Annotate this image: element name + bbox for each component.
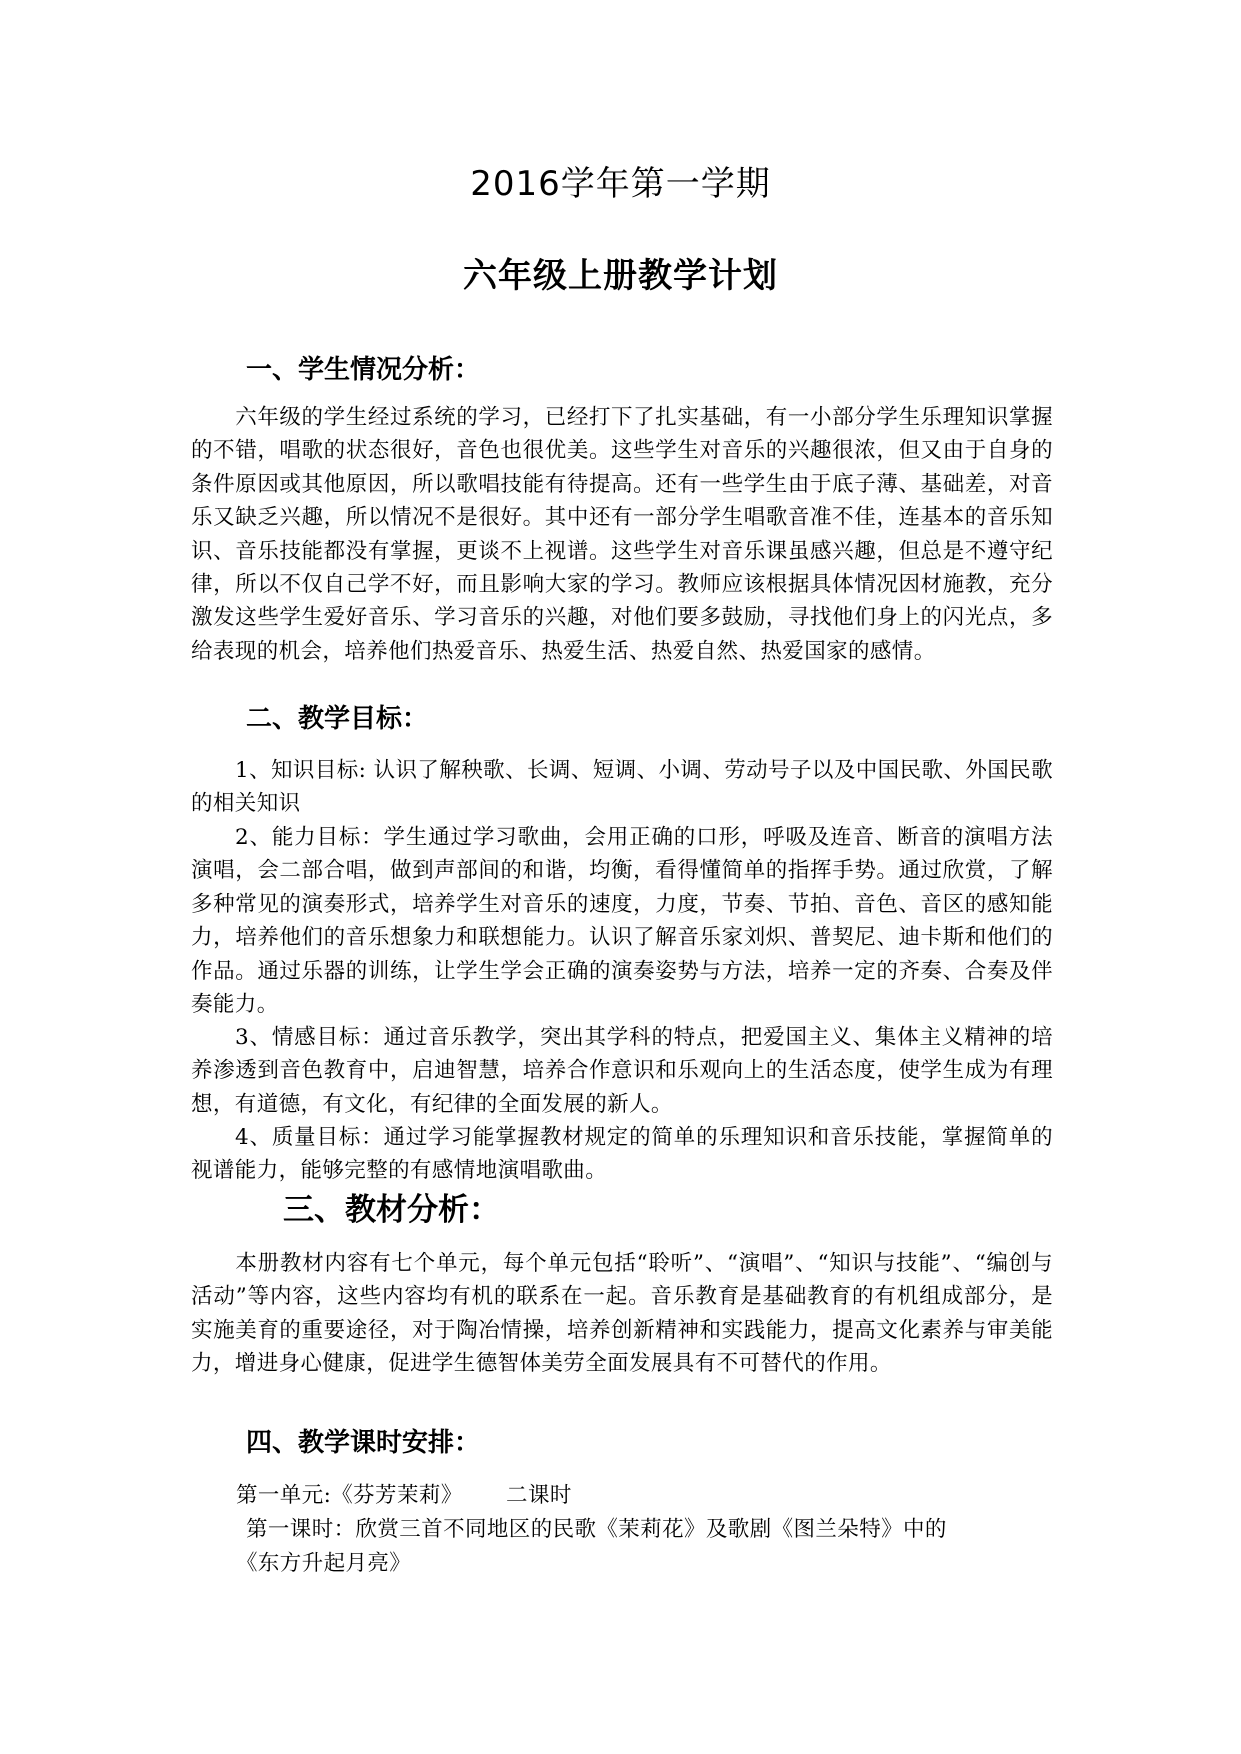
- paragraph-text: 六年级的学生经过系统的学习，已经打下了扎实基础，有一小部分学生乐理知识掌握的不错，唱歌的状态很好，音色也很优美。这些学生对音乐的兴趣很浓，但又由于自身的条件原因或其他原因，所以歌唱技能有待提高。还有一些学生由于底子薄、基础差，对音乐又缺乏兴趣，所以情况不是很好。其中还有一部分学生唱歌音准不佳，连基本的音乐知识、音乐技能都没有掌握，更谈不上视谱。这些学生对音乐课虽感兴趣，但总是不遵守纪律，所以不仅自己学不好，而且影响大家的学习。教师应该根据具体情况因材施教，充分激发这些学生爱好音乐、学习音乐的兴趣，对他们要多鼓励，寻找他们身上的闪光点，多给表现的机会，培养他们热爱音乐、热爱生活、热爱自然、热爱国家的感情。: [191, 405, 1053, 664]
- section-heading-teaching-goals: 二、教学目标：: [246, 704, 429, 734]
- section-body-student-analysis: [191, 401, 1053, 668]
- paragraph-text: 1、知识目标: 认识了解秧歌、长调、短调、小调、劳动号子以及中国民歌、外国民歌的相关知识: [191, 758, 1053, 817]
- lesson-1-line-continued: 《东方升起月亮》: [236, 1551, 412, 1576]
- document-title-plan: 六年级上册教学计划: [463, 256, 778, 296]
- goal-item-knowledge: [191, 754, 1053, 821]
- goal-item-emotion: [191, 1021, 1053, 1121]
- goal-item-quality: [191, 1121, 1053, 1188]
- section-body-textbook-analysis: [191, 1247, 1053, 1381]
- unit-1-line: 第一单元:《芬芳茉莉》 二课时: [236, 1483, 572, 1508]
- goal-item-ability: [191, 821, 1053, 1021]
- paragraph-text: 2、能力目标：学生通过学习歌曲，会用正确的口形，呼吸及连音、断音的演唱方法演唱，会二部合唱，做到声部间的和谐，均衡，看得懂简单的指挥手势。通过欣赏，了解多种常见的演奏形式，培养学生对音乐的速度，力度，节奏、节拍、音色、音区的感知能力，培养他们的音乐想象力和联想能力。认识了解音乐家刘炽、普契尼、迪卡斯和他们的作品。通过乐器的训练，让学生学会正确的演奏姿势与方法，培养一定的齐奏、合奏及伴奏能力。: [191, 825, 1053, 1018]
- document-title-term: 2016学年第一学期: [470, 164, 771, 204]
- lesson-1-line: 第一课时：欣赏三首不同地区的民歌《茉莉花》及歌剧《图兰朵特》中的: [246, 1517, 947, 1542]
- paragraph-text: 3、情感目标：通过音乐教学，突出其学科的特点，把爱国主义、集体主义精神的培养渗透到音色教育中，启迪智慧，培养合作意识和乐观向上的生活态度，使学生成为有理想，有道德，有文化，有纪律的全面发展的新人。: [191, 1025, 1053, 1117]
- section-heading-textbook-analysis: 三、教材分析：: [283, 1192, 500, 1228]
- section-heading-student-analysis: 一、学生情况分析：: [246, 355, 481, 385]
- paragraph-text: 本册教材内容有七个单元，每个单元包括“聆听”、“演唱”、“知识与技能”、“编创与活动”等内容，这些内容均有机的联系在一起。音乐教育是基础教育的有机组成部分，是实施美育的重要途径，对于陶冶情操，培养创新精神和实践能力，提高文化素养与审美能力，增进身心健康，促进学生德智体美劳全面发展具有不可替代的作用。: [191, 1251, 1053, 1377]
- section-heading-lesson-schedule: 四、教学课时安排：: [246, 1428, 481, 1458]
- paragraph-text: 4、质量目标：通过学习能掌握教材规定的简单的乐理知识和音乐技能，掌握简单的视谱能力，能够完整的有感情地演唱歌曲。: [191, 1125, 1053, 1184]
